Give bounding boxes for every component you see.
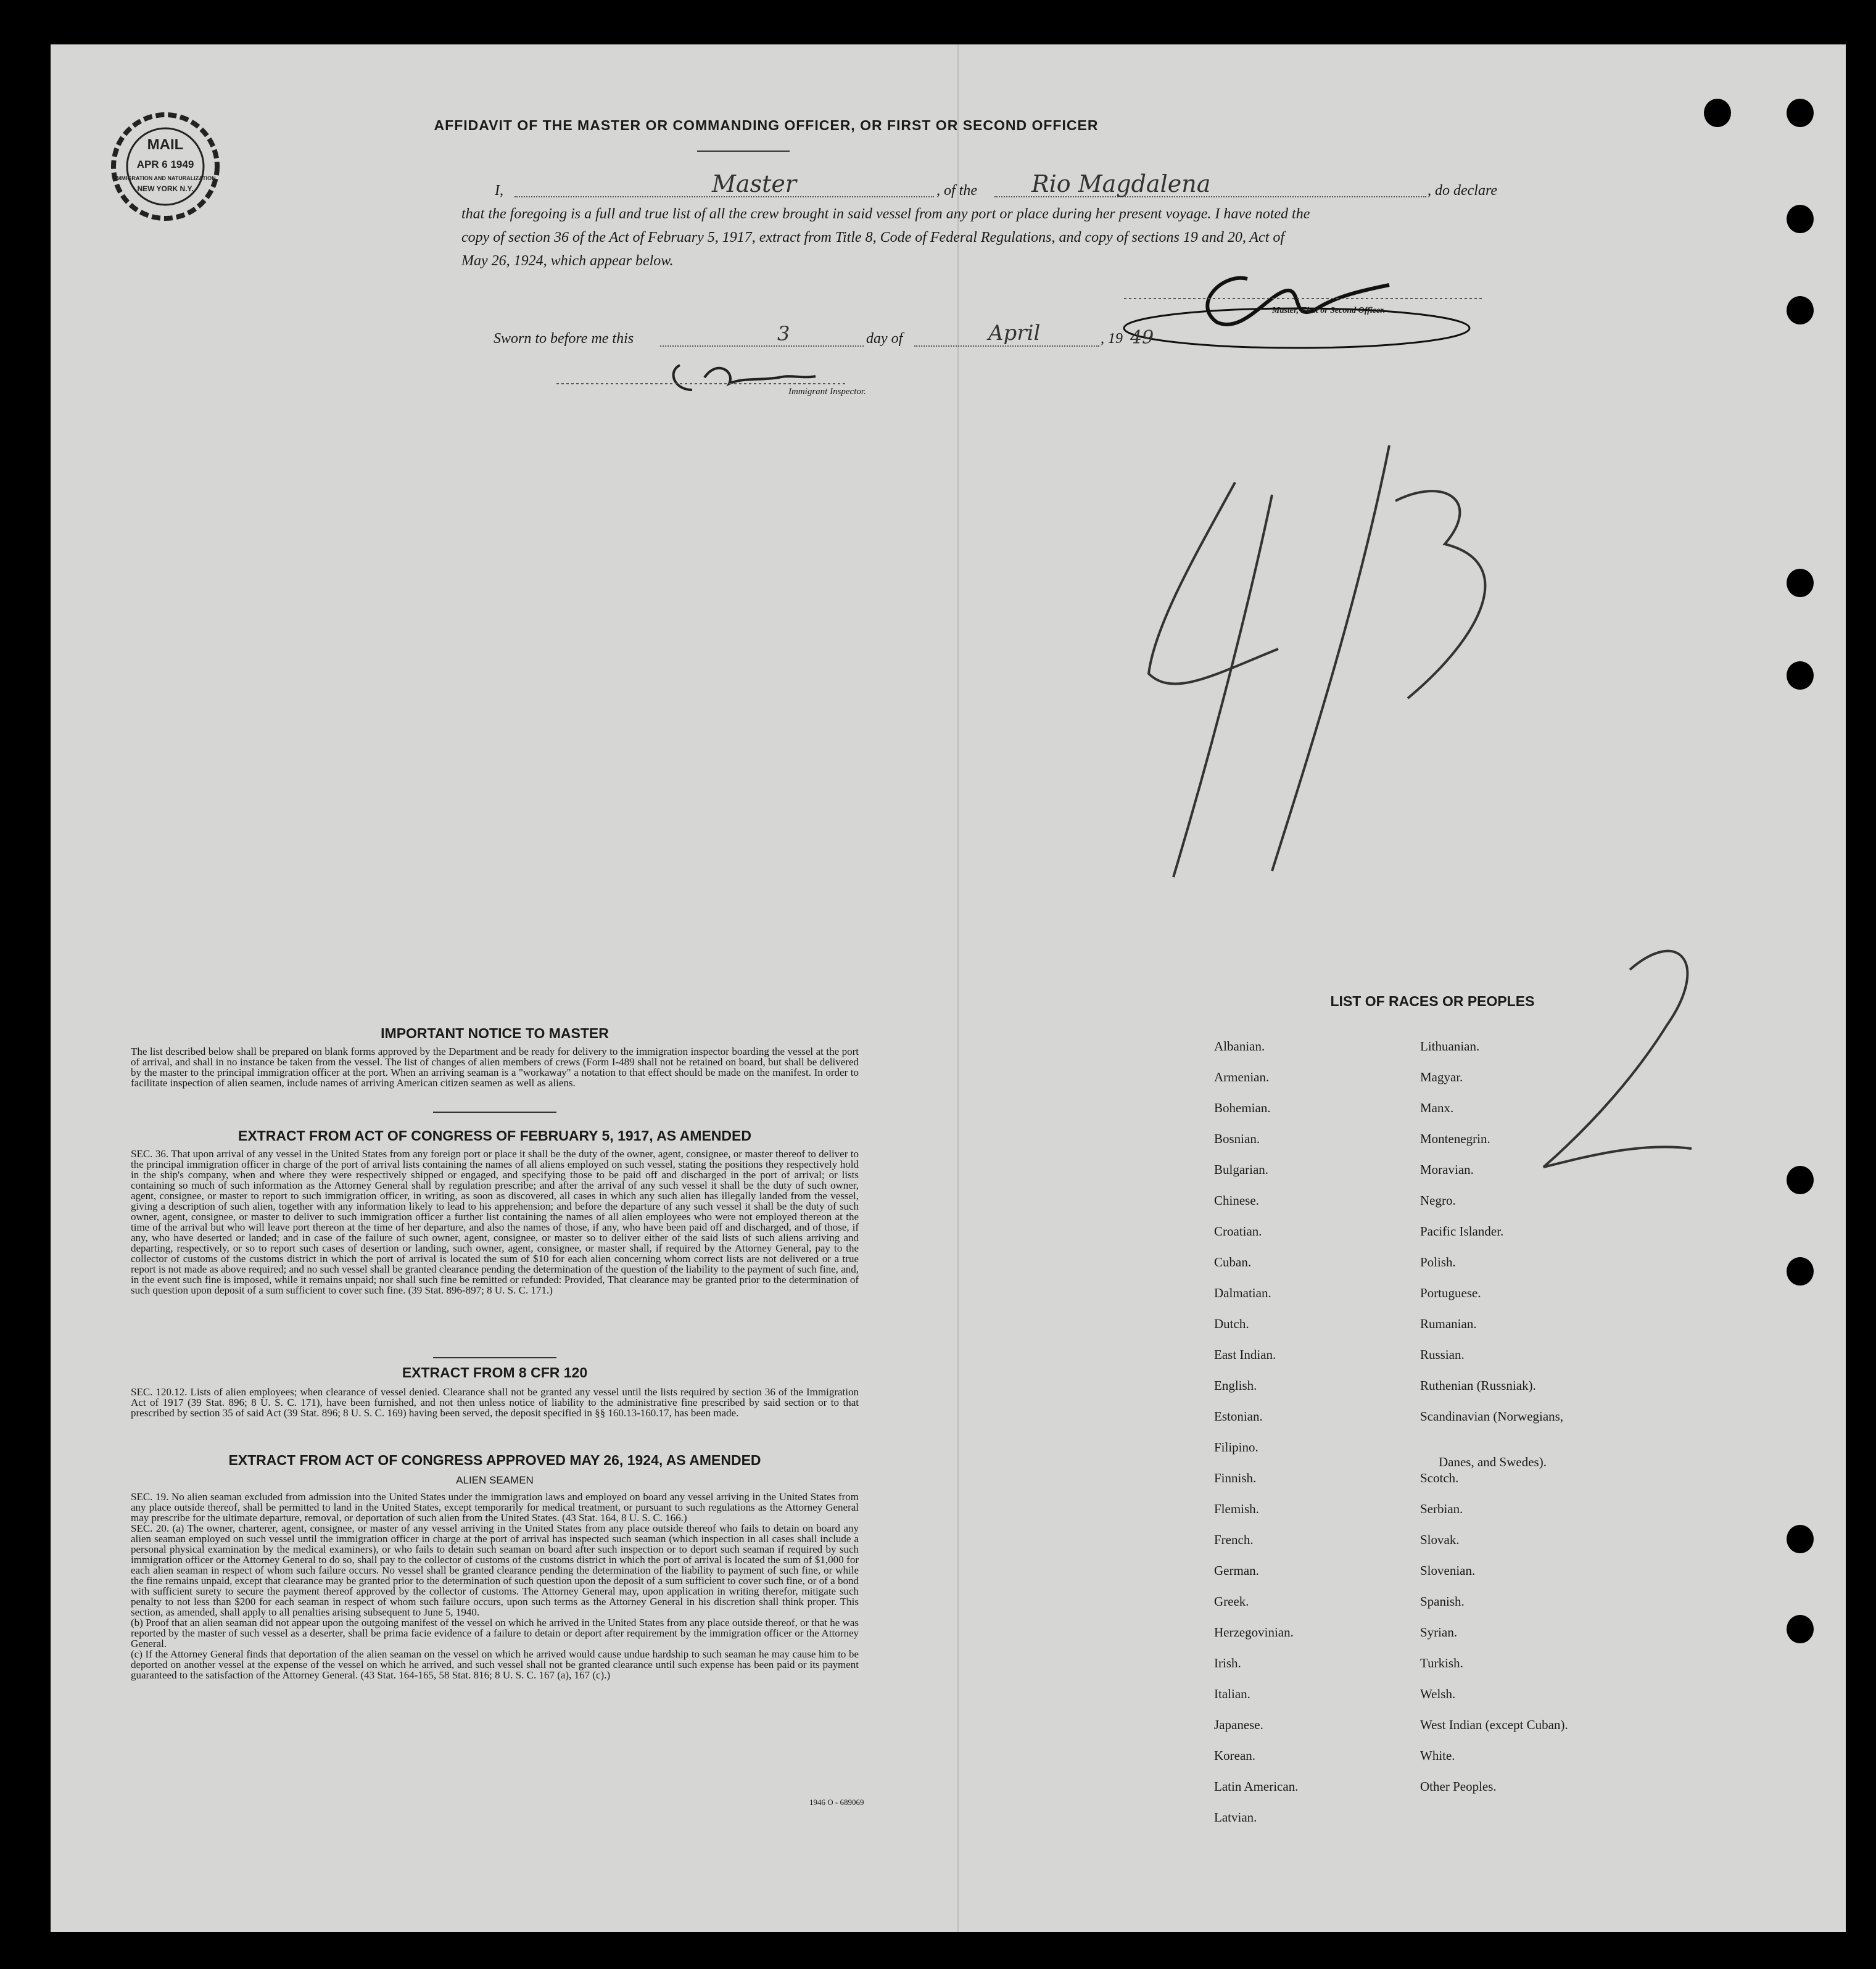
race-item: Italian. — [1214, 1686, 1250, 1701]
punch-hole — [1787, 1525, 1814, 1553]
races-heading: LIST OF RACES OR PEOPLES — [1330, 993, 1535, 1009]
vessel-field — [994, 170, 1426, 197]
month-handwriting: April — [988, 321, 1041, 345]
day-field — [660, 324, 864, 347]
race-item: Ruthenian (Russniak). — [1420, 1378, 1536, 1393]
year-handwriting: 49 — [1130, 327, 1154, 349]
punch-hole — [1704, 99, 1731, 127]
race-item: Syrian. — [1420, 1625, 1458, 1640]
extract3-sec20c: (c) If the Attorney General finds that deportation of the alien seaman on the vessel on which he arrived would cause undue hardship to such seaman he may cause him to be deported on another vessel at the expense of the vessel on which he arrived, and such vessel shall not be granted clearance until such expense has been paid or its payment guaranteed to the satisfaction of the Attorney General. (43 Stat. 164-165, 58 Stat. 816; 8 U. S. C. 167 (a), 167 (c).) — [131, 1648, 859, 1681]
race-item: Korean. — [1214, 1748, 1256, 1763]
of-the-label: , of the — [936, 183, 977, 199]
race-item: Manx. — [1420, 1100, 1454, 1115]
sworn-label: Sworn to before me this — [494, 331, 634, 347]
punch-hole — [1787, 661, 1814, 690]
race-item: Bulgarian. — [1214, 1162, 1269, 1177]
punch-hole — [1787, 1257, 1814, 1286]
extract3-paragraphs — [131, 1492, 859, 1680]
race-item: Russian. — [1420, 1347, 1465, 1362]
punch-hole — [1787, 1615, 1814, 1643]
extract2-heading: EXTRACT FROM 8 CFR 120 — [402, 1364, 588, 1381]
extract3-heading: EXTRACT FROM ACT OF CONGRESS APPROVED MAY 26, 1924, AS AMENDED — [228, 1452, 761, 1468]
officer-field — [514, 170, 934, 197]
extract3-subheading: ALIEN SEAMEN — [456, 1474, 534, 1486]
race-item: Dalmatian. — [1214, 1286, 1271, 1300]
race-item: Bosnian. — [1214, 1131, 1260, 1146]
race-item: Other Peoples. — [1420, 1779, 1497, 1794]
race-item: Cuban. — [1214, 1255, 1252, 1269]
race-item: Estonian. — [1214, 1409, 1263, 1424]
race-item: Danes, and Swedes). — [1439, 1455, 1547, 1469]
affidavit-title: AFFIDAVIT OF THE MASTER OR COMMANDING OFFICER, OR FIRST OR SECOND OFFICER — [434, 117, 1099, 133]
notice-body: The list described below shall be prepared on blank forms approved by the Department and be ready for delivery to the immigration inspector boarding the vessel at the port of arrival, and shall in no instance be taken from the vessel. The list of changes of alien members of crews (Form I-489 shall not be retained on board, but shall be delivered by the master to the principal immigration officer at the port. When an arriving seaman is a "workaway" a notation to that effect should be made on the manifest. In order to facilitate inspection of alien seamen, include names of arriving American citizen seamen as well as aliens. — [131, 1046, 859, 1089]
race-item: Bohemian. — [1214, 1100, 1271, 1115]
race-item: French. — [1214, 1532, 1254, 1547]
race-item: White. — [1420, 1748, 1455, 1763]
notice-heading: IMPORTANT NOTICE TO MASTER — [381, 1025, 609, 1041]
race-item: Slovenian. — [1420, 1563, 1476, 1578]
race-item: Albanian. — [1214, 1039, 1265, 1054]
race-item: Portuguese. — [1420, 1286, 1481, 1300]
race-item: Moravian. — [1420, 1162, 1474, 1177]
race-item: Pacific Islander. — [1420, 1224, 1504, 1239]
race-item: Magyar. — [1420, 1070, 1463, 1084]
race-item: Polish. — [1420, 1255, 1456, 1269]
race-item: Finnish. — [1214, 1471, 1257, 1485]
race-item: Flemish. — [1214, 1501, 1259, 1516]
master-signature — [1099, 254, 1494, 353]
race-item: Irish. — [1214, 1656, 1241, 1670]
form-page — [51, 44, 1846, 1932]
notice-rule — [433, 1112, 556, 1113]
extract3-sec20a: SEC. 20. (a) The owner, charterer, agent, consignee, or master of any vessel arriving in the United States from any place outside thereof who fails to detain on board any alien seaman employed on such vessel until the immigration officer in charge at the port of arrival has inspected such seaman (which inspection in all cases shall include a personal physical examination by the medical examiners), or who fails to detain such seaman on board after such inspection or to deport such seaman if required by such immigration officer or the Attorney General to do so, shall pay to the collector of customs of the customs district in which the port of arrival is located the sum of $1,000 for each alien seaman in respect of whom such failure occurs. No vessel shall be granted clearance pending the determination of the liability to payment of such fine, or while the fine remains unpaid, except that clearance may be granted prior to the determination of such question upon the deposit of a sum sufficient to cover such fine, or of a bond with sufficient surety to secure the payment thereof approved by the collector of customs. The Attorney General may, upon application in writing therefor, mitigate such penalty to not less than $200 for each seaman in respect of whom such failure occurs, upon such terms as the Attorney General in his discretion shall think proper. This section, as amended, shall apply to all penalties arising subsequent to June 5, 1940. — [131, 1522, 859, 1618]
month-field — [914, 321, 1099, 347]
extract3-sec19: SEC. 19. No alien seaman excluded from admission into the United States under the immigration laws and employed on board any vessel arriving in the United States from any place outside thereof, shall be permitted to land in the United States, except temporarily for medical treatment, or pursuant to such regulations as the Attorney General may prescribe for the ultimate departure, removal, or deportation of such alien from the United States. (43 Stat. 164, 8 U. S. C. 166.) — [131, 1491, 859, 1524]
punch-hole — [1787, 1166, 1814, 1194]
race-item: Croatian. — [1214, 1224, 1262, 1239]
race-item: Greek. — [1214, 1594, 1249, 1609]
i-label: I, — [495, 183, 503, 199]
big-number: 41 — [1247, 699, 1263, 714]
punch-hole — [1787, 205, 1814, 233]
extract2-body: SEC. 120.12. Lists of alien employees; when clearance of vessel denied. Clearance shall not be granted any vessel until the lists required by section 36 of the Immigration Act of 1917 (39 Stat. 896; 8 U. S. C. 171), have been furnished, and not then unless notice of liability to the administrative fine prescribed by said section or to that prescribed by section 35 of said Act (39 Stat. 896; 8 U. S. C. 169) having been served, the deposit specified in §§ 160.13-160.17, has been made. — [131, 1386, 859, 1419]
race-item: Turkish. — [1420, 1656, 1463, 1670]
day-of-label: day of — [866, 331, 903, 347]
extract1-rule — [433, 1357, 556, 1358]
race-item: Slovak. — [1420, 1532, 1460, 1547]
stamp-mid-text: IMMIGRATION AND NATURALIZATION — [115, 175, 216, 181]
race-item: Welsh. — [1420, 1686, 1456, 1701]
race-item: Lithuanian. — [1420, 1039, 1480, 1054]
signature-caption: Master, First or Second Officer. — [1272, 306, 1386, 315]
declare-label: , do declare — [1428, 183, 1498, 199]
vessel-handwriting: Rio Magdalena — [1031, 170, 1211, 197]
race-item: Latvian. — [1214, 1810, 1257, 1825]
print-code: 1946 O - 689069 — [809, 1798, 864, 1807]
race-item: East Indian. — [1214, 1347, 1276, 1362]
affidavit-line-3: copy of section 36 of the Act of February 5, 1917, extract from Title 8, Code of Federal Regulations, and copy of sections 19 and 20, Act of — [461, 229, 1285, 246]
year-prefix: , 19 — [1101, 331, 1123, 347]
race-item: Herzegovinian. — [1214, 1625, 1294, 1640]
punch-hole — [1787, 296, 1814, 324]
extract1-heading: EXTRACT FROM ACT OF CONGRESS OF FEBRUARY 5, 1917, AS AMENDED — [238, 1128, 751, 1144]
extract1-body: SEC. 36. That upon arrival of any vessel in the United States from any foreign port or place it shall be the duty of the owner, agent, consignee, or master thereof to deliver to the principal immigration officer in charge of the port of arrival lists containing the names of all aliens employed on such vessel, stating the positions they respectively hold in the ship's company, when and where they were respectively shipped or engaged, and specifying those to be paid off and discharged in the port of arrival; or lists containing so much of such information as the Attorney General shall by regulation prescribe; and after the arrival of any such vessel it shall be the duty of such owner, agent, consignee, or master to report to such immigration officer, in writing, as soon as discovered, all cases in which any such alien has illegally landed from the vessel, giving a description of such alien, together with any information likely to lead to his apprehension; and before the departure of any such vessel it shall be the duty of such owner, agent, consignee, or master to deliver to such immigration officer a further list containing the names of all alien employees who were not employed thereon at the time of the arrival but who will leave port thereon at the time of her departure, and also the names of those, if any, who have been paid off and discharged, and of those, if any, who have deserted or landed; and in case of the failure of such owner, agent, consignee, or master so to deliver either of the said lists of such aliens arriving and departing, respectively, or so to report such cases of desertion or landing, such owner, agent, consignee, or master shall, if required by the Attorney General, pay to the collector of customs of the customs district in which the port of arrival is located the sum of $10 for each alien concerning whom correct lists are not delivered or a true report is not made as above required; and no such vessel shall be granted clearance pending the determination of the question of the liability to the payment of such fine, and, in the event such fine is imposed, while it remains unpaid; nor shall such fine be remitted or refunded: Provided, That clearance may be granted prior to the determination of such question upon deposit of a sum sufficient to cover such fine. (39 Stat. 896-897; 8 U. S. C. 171.) — [131, 1148, 859, 1296]
race-item: Rumanian. — [1420, 1316, 1477, 1331]
race-item: Armenian. — [1214, 1070, 1270, 1084]
race-item: Spanish. — [1420, 1594, 1465, 1609]
race-item: English. — [1214, 1378, 1257, 1393]
race-item: Scotch. — [1420, 1471, 1459, 1485]
inspector-caption: Immigrant Inspector. — [788, 387, 866, 397]
stamp-bottom-text: NEW YORK N.Y. — [137, 184, 194, 193]
race-item: Latin American. — [1214, 1779, 1299, 1794]
race-item: Negro. — [1420, 1193, 1456, 1208]
race-item: Chinese. — [1214, 1193, 1259, 1208]
race-item: Scandinavian (Norwegians, — [1420, 1409, 1564, 1424]
stamp-top-text: MAIL — [147, 136, 184, 153]
race-item: Dutch. — [1214, 1316, 1249, 1331]
title-rule — [697, 151, 790, 152]
extract3-sec20b: (b) Proof that an alien seaman did not appear upon the outgoing manifest of the vessel on which he arrived in the United States from any place outside thereof, or that he was reported by the master of such vessel as a deserter, shall be prima facie evidence of a failure to detain or deport after requirement by the immigration officer or the Attorney General. — [131, 1617, 859, 1649]
race-item: Filipino. — [1214, 1440, 1258, 1455]
small-number: 2 — [1630, 1083, 1636, 1096]
punch-hole — [1787, 569, 1814, 597]
race-item: Japanese. — [1214, 1717, 1263, 1732]
race-item: Serbian. — [1420, 1501, 1463, 1516]
punch-hole — [1787, 99, 1814, 127]
race-item: German. — [1214, 1563, 1259, 1578]
stamp-date: APR 6 1949 — [136, 159, 194, 170]
officer-handwriting: Master — [712, 170, 796, 197]
affidavit-line-4: May 26, 1924, which appear below. — [461, 253, 674, 269]
day-handwriting: 3 — [777, 322, 790, 345]
handwritten-annotations — [1013, 353, 1729, 1315]
race-item: West Indian (except Cuban). — [1420, 1717, 1568, 1732]
affidavit-line-2: that the foregoing is a full and true list of all the crew brought in said vessel from any port or place during her present voyage. I have noted the — [461, 206, 1310, 222]
race-item: Montenegrin. — [1420, 1131, 1490, 1146]
